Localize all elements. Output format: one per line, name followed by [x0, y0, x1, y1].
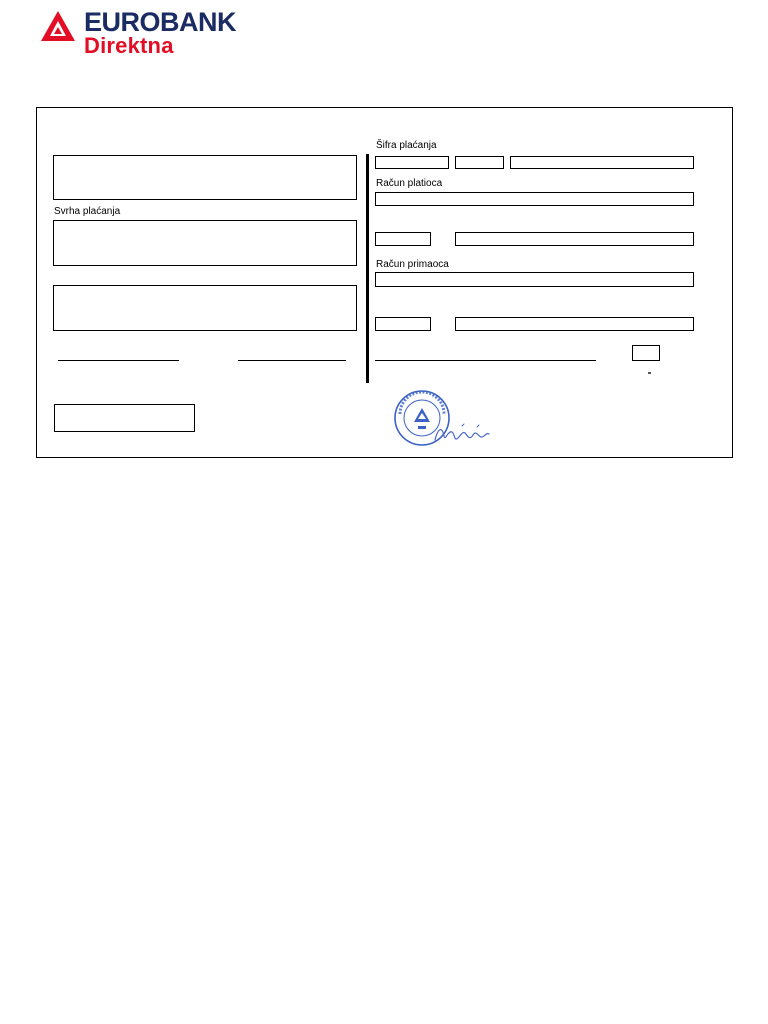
- recipient-reference-field[interactable]: [455, 317, 694, 331]
- purpose-label: Svrha plaćanja: [54, 206, 121, 217]
- payer-model-field[interactable]: [375, 232, 431, 246]
- payer-signature-field[interactable]: [54, 404, 195, 432]
- payer-field[interactable]: [53, 155, 357, 200]
- payment-code-field[interactable]: [375, 156, 449, 169]
- recipient-model-field[interactable]: [375, 317, 431, 331]
- amount-field[interactable]: [510, 156, 694, 169]
- signature-icon: [432, 418, 494, 448]
- payer-account-label: Račun platioca: [376, 178, 443, 189]
- eurobank-logo-icon: [40, 10, 76, 42]
- logo-brand-subname: Direktna: [84, 33, 174, 58]
- value-date-line: [238, 360, 346, 361]
- bank-signature-line: [375, 360, 596, 361]
- form-column-divider: [366, 154, 369, 383]
- recipient-account-field[interactable]: [375, 272, 694, 287]
- recipient-field[interactable]: [53, 285, 357, 331]
- payer-reference-field[interactable]: [455, 232, 694, 246]
- logo-brand-name: EUROBANK: [84, 7, 237, 37]
- currency-field[interactable]: [455, 156, 504, 169]
- tick-mark: [648, 372, 651, 374]
- urgent-checkbox[interactable]: [632, 345, 660, 361]
- place-date-line: [58, 360, 179, 361]
- payment-code-label: Šifra plaćanja: [376, 140, 437, 151]
- payer-account-field[interactable]: [375, 192, 694, 206]
- purpose-field[interactable]: [53, 220, 357, 266]
- recipient-account-label: Račun primaoca: [376, 259, 449, 270]
